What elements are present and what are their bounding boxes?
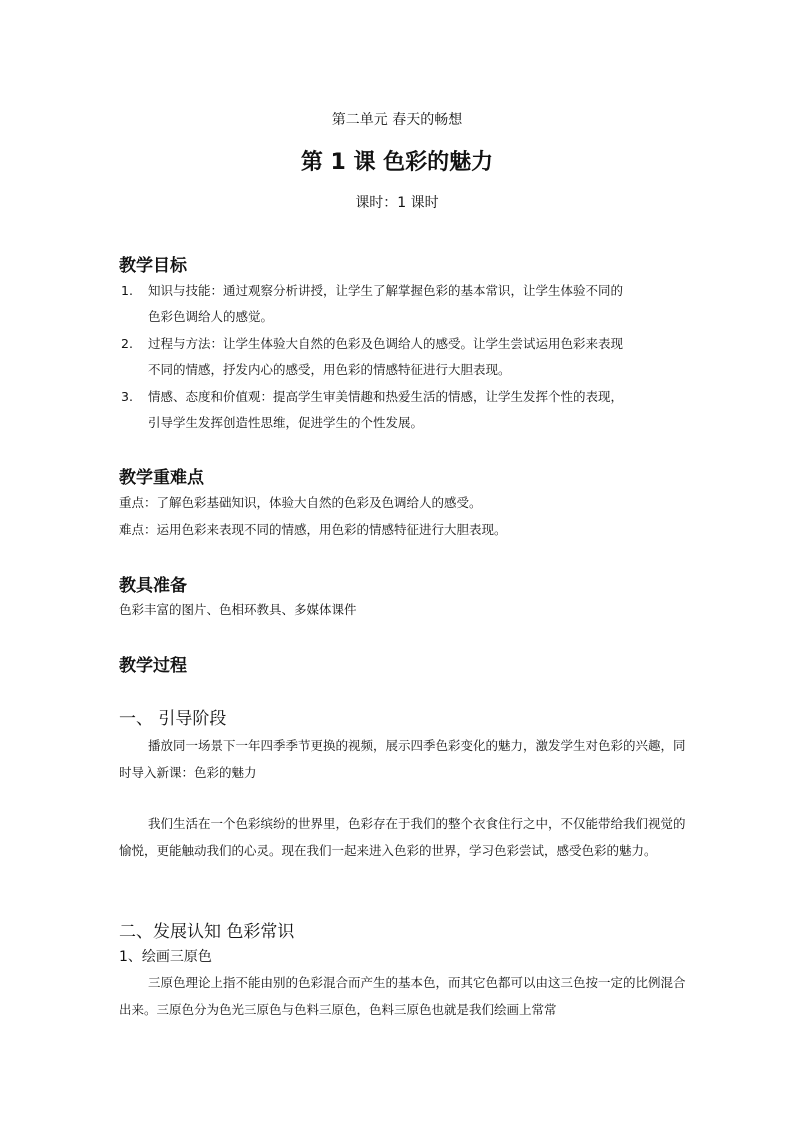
- objective-text: 情感、态度和价值观：提高学生审美情趣和热爱生活的情感，让学生发挥个性的表现，: [148, 389, 624, 404]
- key-focus-text: 重点：了解色彩基础知识，体验大自然的色彩及色调给人的感受。: [119, 495, 482, 510]
- objective-number: 1.: [121, 283, 133, 298]
- stage1-paragraph: 我们生活在一个色彩缤纷的世界里，色彩存在于我们的整个衣食住行之中，不仅能带给我们视觉的愉悦，更能触动我们的心灵。现在我们一起来进入色彩的世界，学习色彩尝试，感受色彩的魅力。: [119, 816, 686, 858]
- stage1-heading: 一、 引导阶段: [119, 709, 227, 729]
- key-points-heading: 教学重难点: [119, 468, 204, 488]
- objective-number: 3.: [121, 389, 133, 404]
- materials-text: 色彩丰富的图片、色相环教具、多媒体课件: [119, 602, 357, 617]
- materials-heading: 教具准备: [119, 576, 187, 596]
- objective-text: 过程与方法：让学生体验大自然的色彩及色调给人的感受。让学生尝试运用色彩来表现: [148, 336, 624, 351]
- objective-text: 知识与技能：通过观察分析讲授，让学生了解掌握色彩的基本常识，让学生体验不同的: [148, 283, 624, 298]
- process-heading: 教学过程: [119, 656, 187, 676]
- stage1-paragraph: 播放同一场景下一年四季季节更换的视频，展示四季色彩变化的魅力，激发学生对色彩的兴趣，同时导入新课：色彩的魅力: [119, 738, 686, 780]
- objective-number: 2.: [121, 336, 133, 351]
- objective-text: 色彩色调给人的感觉。: [148, 309, 274, 324]
- objectives-heading: 教学目标: [119, 256, 187, 276]
- stage2-heading: 二、发展认知 色彩常识: [119, 922, 295, 942]
- class-period: 课时：1 课时: [355, 195, 439, 211]
- key-difficulty-text: 难点：运用色彩来表现不同的情感，用色彩的情感特征进行大胆表现。: [119, 522, 507, 537]
- stage2-subheading: 1、绘画三原色: [119, 949, 212, 965]
- stage2-paragraph: 三原色理论上指不能由别的色彩混合而产生的基本色，而其它色都可以由这三色按一定的比例混合出来。三原色分为色光三原色与色料三原色，色料三原色也就是我们绘画上常常: [119, 975, 686, 1017]
- unit-title: 第二单元 春天的畅想: [331, 112, 463, 128]
- objective-text: 引导学生发挥创造性思维，促进学生的个性发展。: [148, 415, 424, 430]
- objective-text: 不同的情感，抒发内心的感受，用色彩的情感特征进行大胆表现。: [148, 362, 511, 377]
- lesson-title: 第 1 课 色彩的魅力: [300, 150, 494, 175]
